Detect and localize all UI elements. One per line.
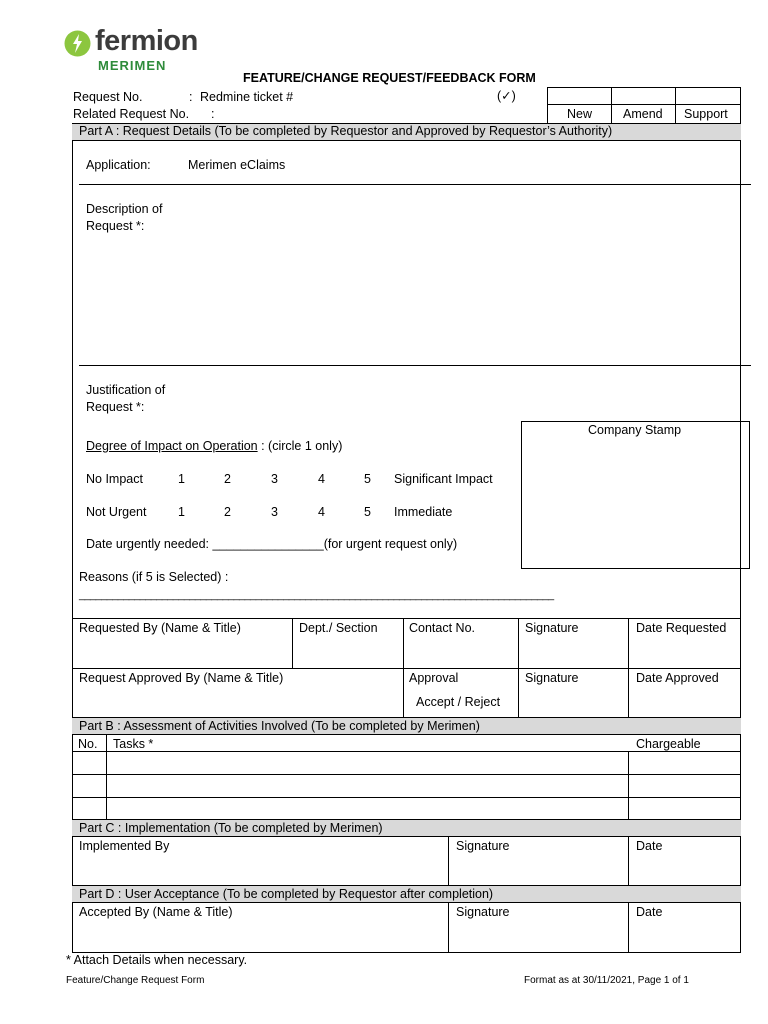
impact-heading: [86, 440, 342, 453]
implemented-by-label: Implemented By: [79, 839, 170, 853]
impact-low: No Impact: [86, 472, 143, 486]
application-label: Application:: [86, 158, 151, 172]
urgency-scale-2[interactable]: 2: [224, 505, 231, 519]
company-stamp-label: Company Stamp: [588, 423, 682, 437]
redmine-label: Redmine ticket #: [200, 90, 294, 104]
date-approved-label: Date Approved: [636, 671, 719, 685]
attach-note: * Attach Details when necessary.: [66, 953, 248, 967]
reasons-label: Reasons (if 5 is Selected) :: [79, 570, 229, 584]
justification-field[interactable]: [190, 372, 510, 417]
urgency-low: Not Urgent: [86, 505, 147, 519]
part-d-heading: Part D : User Acceptance (To be completed by Requestor after completion): [79, 887, 494, 901]
impact-scale-1[interactable]: 1: [178, 472, 185, 486]
related-sep: :: [211, 107, 215, 121]
description-field[interactable]: [190, 190, 730, 360]
logo-sub: MERIMEN: [98, 58, 167, 73]
impact-scale-5[interactable]: 5: [364, 472, 371, 486]
contact-label: Contact No.: [409, 621, 476, 635]
request-no-label: Request No.: [73, 90, 143, 104]
impact-scale-4[interactable]: 4: [318, 472, 325, 486]
col-tasks: Tasks *: [113, 737, 154, 751]
logo: [64, 25, 224, 74]
justification-label-2: Request *:: [86, 400, 145, 414]
impact-high: Significant Impact: [394, 472, 493, 486]
urgency-scale-5[interactable]: 5: [364, 505, 371, 519]
description-label-2: Request *:: [86, 219, 145, 233]
dept-label: Dept./ Section: [299, 621, 378, 635]
part-c-date-label: Date: [636, 839, 663, 853]
part-d-date-label: Date: [636, 905, 663, 919]
signature-label-1: Signature: [525, 621, 579, 635]
urgency-high: Immediate: [394, 505, 453, 519]
option-new[interactable]: New: [567, 107, 593, 121]
impact-scale-2[interactable]: 2: [224, 472, 231, 486]
request-no-sep: :: [189, 90, 193, 104]
part-c-signature-label: Signature: [456, 839, 510, 853]
fermion-logo-icon: [64, 30, 91, 57]
date-requested-label: Date Requested: [636, 621, 727, 635]
urgency-scale-3[interactable]: 3: [271, 505, 278, 519]
requested-by-label: Requested By (Name & Title): [79, 621, 241, 635]
part-a-heading: Part A : Request Details (To be completed by Requestor and Approved by Requestor’s Authority): [79, 124, 613, 138]
check-label: (✓): [497, 89, 516, 103]
urgency-scale-4[interactable]: 4: [318, 505, 325, 519]
part-d-signature-label: Signature: [456, 905, 510, 919]
justification-label-1: Justification of: [86, 383, 166, 397]
related-label: Related Request No.: [73, 107, 190, 121]
impact-heading-text: Degree of Impact on Operation: [86, 439, 258, 453]
accepted-by-label: Accepted By (Name & Title): [79, 905, 233, 919]
accept-reject[interactable]: Accept / Reject: [416, 695, 501, 709]
signature-label-2: Signature: [525, 671, 579, 685]
approved-by-label: Request Approved By (Name & Title): [79, 671, 284, 685]
form-title: FEATURE/CHANGE REQUEST/FEEDBACK FORM: [243, 71, 536, 85]
logo-brand: fermion: [95, 25, 198, 57]
approval-label: Approval: [409, 671, 459, 685]
reasons-line[interactable]: ______________________________________________________________________________________: [79, 589, 554, 601]
impact-scale-3[interactable]: 3: [271, 472, 278, 486]
col-no: No.: [78, 737, 98, 751]
urgency-scale-1[interactable]: 1: [178, 505, 185, 519]
option-support[interactable]: Support: [684, 107, 728, 121]
col-chargeable: Chargeable: [636, 737, 701, 751]
date-needed[interactable]: Date urgently needed: ________________(for urgent request only): [86, 537, 458, 551]
impact-note: : (circle 1 only): [257, 439, 343, 453]
company-stamp-box: [521, 421, 750, 569]
part-b-heading: Part B : Assessment of Activities Involved (To be completed by Merimen): [79, 719, 480, 733]
option-amend[interactable]: Amend: [623, 107, 663, 121]
footer-right: Format as at 30/11/2021, Page 1 of 1: [524, 975, 689, 986]
footer-left: Feature/Change Request Form: [66, 975, 205, 986]
description-label-1: Description of: [86, 202, 163, 216]
application-value[interactable]: Merimen eClaims: [188, 158, 286, 172]
part-c-heading: Part C : Implementation (To be completed by Merimen): [79, 821, 383, 835]
